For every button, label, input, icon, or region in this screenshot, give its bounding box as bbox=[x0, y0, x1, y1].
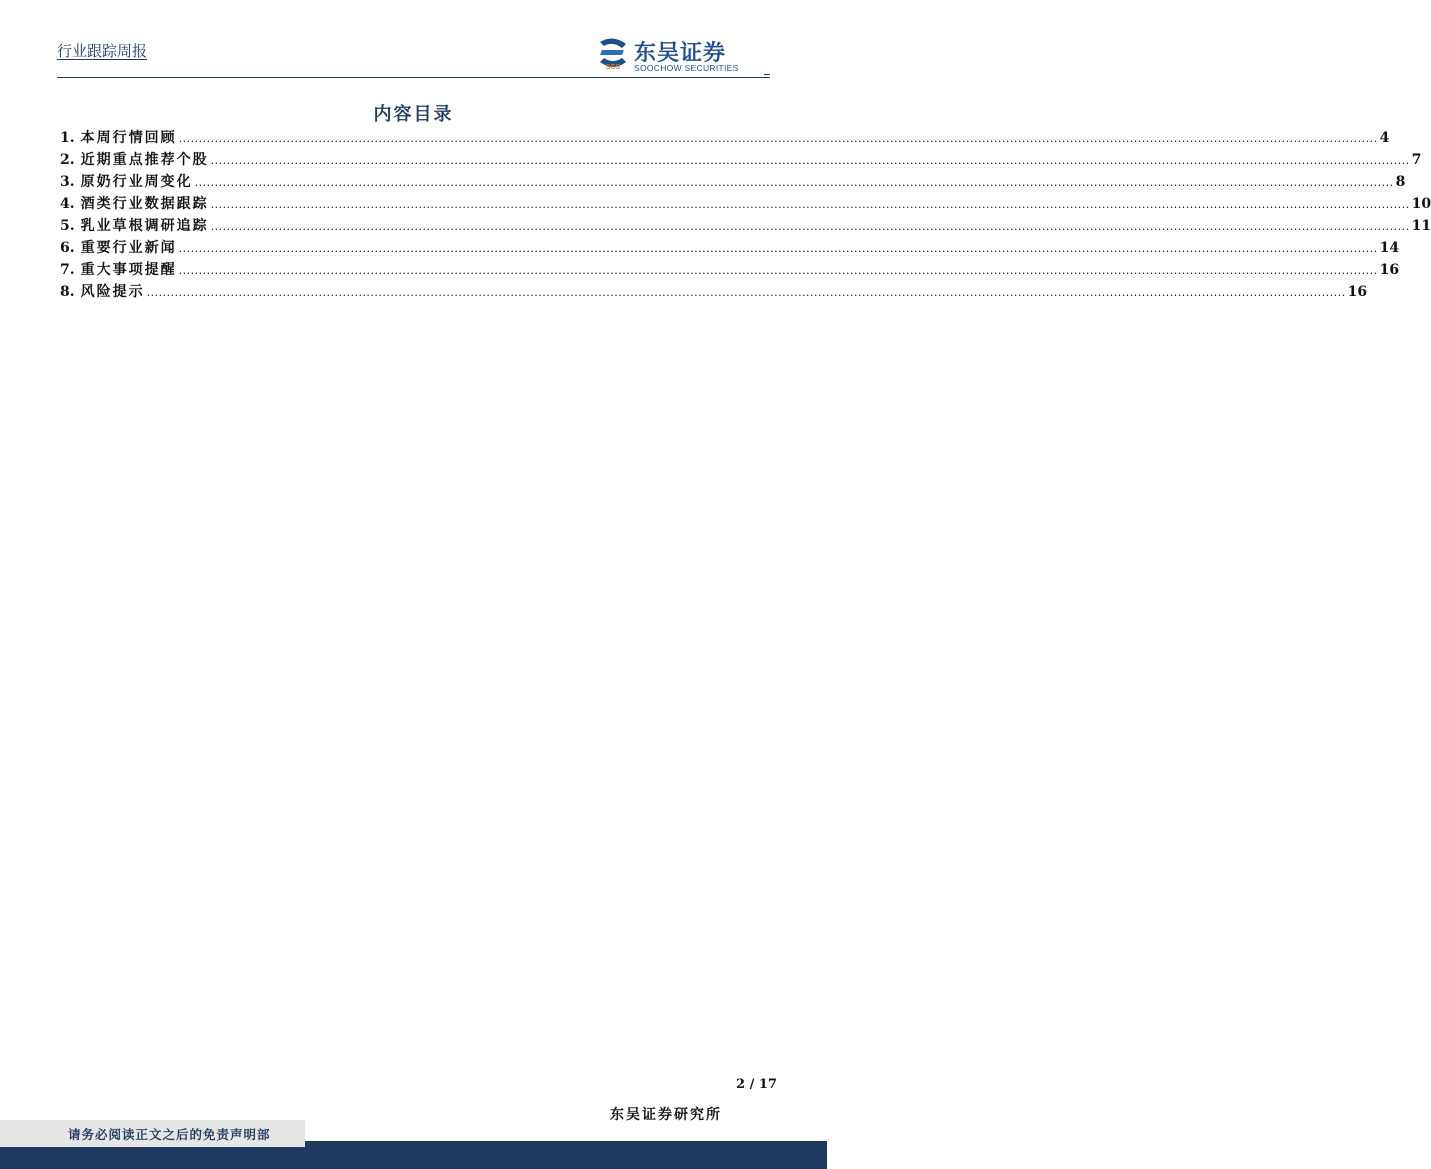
toc-entry[interactable] bbox=[60, 281, 1368, 303]
toc-entry-page: 16 bbox=[1347, 284, 1368, 300]
disclaimer-text: 请务必阅读正文之后的免责声明部 bbox=[68, 1127, 271, 1142]
toc-entry-page: 4 bbox=[1379, 130, 1390, 146]
toc-entry-number: 1. bbox=[60, 130, 75, 146]
toc-entry-number: 7. bbox=[60, 262, 75, 278]
toc-leader-dots: ............................................................................................................................................................................................................................................................................................................ bbox=[146, 286, 1346, 299]
toc-entry-number: 4. bbox=[60, 196, 75, 212]
logo-chinese-name: 东吴证券 bbox=[634, 41, 727, 66]
toc-entry-page: 11 bbox=[1411, 218, 1431, 234]
toc-entry-number: 8. bbox=[60, 284, 75, 300]
toc-entry[interactable] bbox=[60, 127, 1390, 149]
toc-entry-page: 8 bbox=[1395, 174, 1406, 190]
toc-entry-label: 酒类行业数据跟踪 bbox=[80, 196, 209, 212]
toc-entry[interactable] bbox=[60, 237, 1400, 259]
logo-mark-text: SCS bbox=[605, 64, 621, 71]
toc-entry-label: 原奶行业周变化 bbox=[80, 174, 193, 190]
institute-name: 东吴证券研究所 bbox=[610, 1107, 722, 1123]
toc-entry-label: 近期重点推荐个股 bbox=[80, 152, 209, 168]
toc-entry-number: 5. bbox=[60, 218, 75, 234]
toc-entry-label: 本周行情回顾 bbox=[80, 130, 177, 146]
toc-leader-dots: ............................................................................................................................................................................................................................................................................................................ bbox=[178, 264, 1378, 277]
toc-leader-dots: ............................................................................................................................................................................................................................................................................................................ bbox=[178, 132, 1378, 145]
toc-entry[interactable] bbox=[60, 149, 1422, 171]
report-type-label: 行业跟踪周报 bbox=[57, 42, 148, 60]
toc-leader-dots: ............................................................................................................................................................................................................................................................................................................ bbox=[194, 176, 1394, 189]
toc-title: 内容目录 bbox=[373, 104, 454, 125]
toc-entry-page: 10 bbox=[1411, 196, 1431, 212]
toc-entry-number: 2. bbox=[60, 152, 75, 168]
header-divider bbox=[57, 77, 770, 78]
toc-entry-page: 16 bbox=[1379, 262, 1400, 278]
logo-english-name: SOOCHOW SECURITIES bbox=[634, 63, 739, 73]
toc-leader-dots: ............................................................................................................................................................................................................................................................................................................ bbox=[210, 154, 1410, 167]
toc-entry-page: 14 bbox=[1379, 240, 1400, 256]
toc-entry-label: 乳业草根调研追踪 bbox=[80, 218, 209, 234]
table-of-contents bbox=[60, 127, 1431, 303]
company-logo bbox=[596, 36, 766, 76]
toc-entry-label: 重要行业新闻 bbox=[80, 240, 177, 256]
toc-entry[interactable] bbox=[60, 171, 1406, 193]
toc-entry-label: 风险提示 bbox=[80, 284, 145, 300]
toc-leader-dots: ............................................................................................................................................................................................................................................................................................................ bbox=[210, 220, 1410, 233]
toc-entry-page: 7 bbox=[1411, 152, 1422, 168]
toc-entry[interactable] bbox=[60, 259, 1400, 281]
page-number: 2 / 17 bbox=[736, 1077, 777, 1092]
toc-entry-number: 6. bbox=[60, 240, 75, 256]
toc-entry-label: 重大事项提醒 bbox=[80, 262, 177, 278]
toc-entry-number: 3. bbox=[60, 174, 75, 190]
toc-leader-dots: ............................................................................................................................................................................................................................................................................................................ bbox=[210, 198, 1410, 211]
header-tick-mark bbox=[764, 74, 770, 75]
toc-entry[interactable] bbox=[60, 215, 1431, 237]
toc-leader-dots: ............................................................................................................................................................................................................................................................................................................ bbox=[178, 242, 1378, 255]
toc-entry[interactable] bbox=[60, 193, 1431, 215]
logo-mark-icon bbox=[596, 36, 630, 70]
